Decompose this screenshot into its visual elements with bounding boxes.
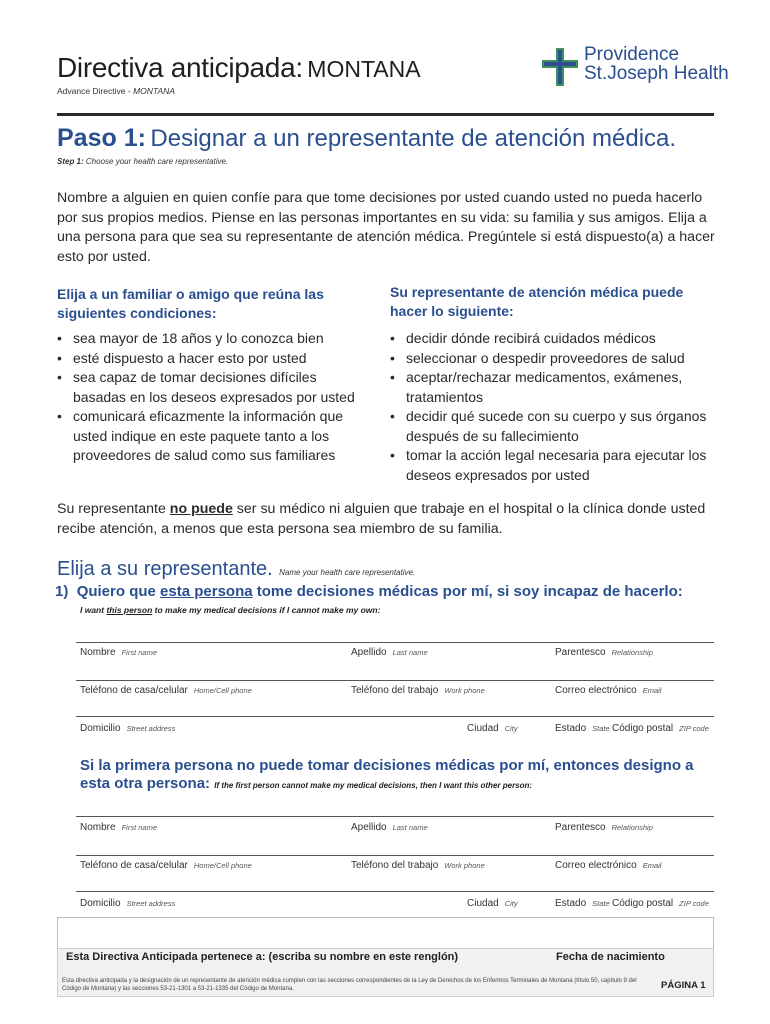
form2-street-field[interactable]: Domicilio Street address bbox=[80, 898, 176, 909]
q1-number: 1) bbox=[55, 583, 69, 600]
bullet: • bbox=[390, 369, 395, 385]
step-subheading bbox=[57, 157, 228, 166]
form1-zip-field[interactable]: Código postal ZIP code bbox=[612, 723, 709, 734]
form1-email-field[interactable]: Correo electrónico Email bbox=[555, 685, 662, 696]
list-item bbox=[390, 329, 715, 349]
step-sub-text: Choose your health care representative. bbox=[85, 157, 229, 166]
document-title bbox=[57, 52, 421, 84]
q1-before: Quiero que bbox=[76, 583, 161, 600]
form2-first-name-field[interactable]: Nombre First name bbox=[80, 822, 158, 833]
list-item bbox=[390, 407, 715, 446]
list-item bbox=[57, 407, 367, 466]
form1-city-field[interactable]: Ciudad City bbox=[467, 723, 518, 734]
list-item bbox=[390, 368, 715, 407]
bullet: • bbox=[57, 330, 62, 346]
list-item-text: aceptar/rechazar medicamentos, exámenes, tratamientos bbox=[406, 369, 683, 405]
bullet: • bbox=[57, 349, 62, 366]
providence-logo bbox=[584, 45, 729, 83]
form1-row-rule bbox=[76, 716, 714, 717]
bullet: • bbox=[57, 408, 62, 424]
q1-heading bbox=[55, 583, 683, 600]
list-item bbox=[390, 349, 715, 369]
logo-line-1: Providence bbox=[584, 44, 680, 65]
form2-state-field[interactable]: Estado State bbox=[555, 898, 610, 909]
document-subtitle bbox=[57, 86, 175, 96]
powers-list bbox=[390, 329, 715, 485]
q2-heading bbox=[80, 757, 720, 795]
list-item bbox=[390, 446, 715, 485]
bullet: • bbox=[390, 330, 395, 346]
subtitle-text: Advance Directive - bbox=[57, 86, 134, 96]
providence-cross-icon bbox=[540, 46, 580, 88]
restriction-emphasis: no puede bbox=[169, 501, 233, 517]
intro-paragraph: Nombre a alguien en quien confíe para que tome decisiones por usted cuando usted no pueda hacerlo por sus propios medios. Piense en las personas importantes en su vida: su familia y sus amigos. Elija a una persona para que sea su representante de atención médica. Pregúntele si está dispuesto(a) a hacer esto por usted. bbox=[57, 190, 715, 265]
form2-zip-field[interactable]: Código postal ZIP code bbox=[612, 898, 709, 909]
owner-label: Esta Directiva Anticipada pertenece a: (escriba su nombre en este renglón) bbox=[66, 951, 459, 963]
list-item-text: decidir dónde recibirá cuidados médicos bbox=[406, 330, 656, 346]
form1-last-name-field[interactable]: Apellido Last name bbox=[351, 647, 428, 658]
step-heading-text: Designar a un representante de atención médica. bbox=[150, 125, 677, 152]
form1-relationship-field[interactable]: Parentesco Relationship bbox=[555, 647, 653, 658]
bullet: • bbox=[390, 408, 395, 424]
form2-home-phone-field[interactable]: Teléfono de casa/celular Home/Cell phone bbox=[80, 860, 252, 871]
q1-sub-before: I want bbox=[80, 605, 107, 615]
form1-state-field[interactable]: Estado State bbox=[555, 723, 610, 734]
q1-after: tome decisiones médicas por mí, si soy incapaz de hacerlo: bbox=[252, 583, 683, 600]
q1-sub-emphasis: this person bbox=[106, 605, 153, 615]
form2-top-rule bbox=[76, 816, 714, 817]
choose-heading-text: Elija a su representante. bbox=[57, 558, 273, 580]
list-item bbox=[57, 349, 367, 369]
restriction-after: ser su médico ni alguien que trabaje en el hospital o la clínica donde usted recibe atención, a menos que esta persona sea miembro de su familia. bbox=[57, 501, 706, 537]
list-item-text: seleccionar o despedir proveedores de salud bbox=[406, 349, 685, 366]
form1-row-rule bbox=[76, 680, 714, 681]
left-column-heading: Elija a un familiar o amigo que reúna las siguientes condiciones: bbox=[57, 286, 324, 321]
logo-line-2: St.Joseph Health bbox=[584, 63, 729, 84]
step-sub-label: Step 1: bbox=[57, 157, 84, 166]
q1-emphasis: esta persona bbox=[160, 583, 253, 600]
form2-row-rule bbox=[76, 855, 714, 856]
restriction-paragraph bbox=[57, 500, 717, 539]
form1-home-phone-field[interactable]: Teléfono de casa/celular Home/Cell phone bbox=[80, 685, 252, 696]
right-column-heading: Su representante de atención médica puede hacer lo siguiente: bbox=[390, 284, 684, 319]
list-item bbox=[57, 329, 367, 349]
form2-last-name-field[interactable]: Apellido Last name bbox=[351, 822, 428, 833]
choose-heading bbox=[57, 558, 415, 581]
form2-relationship-field[interactable]: Parentesco Relationship bbox=[555, 822, 653, 833]
q1-subheading bbox=[80, 605, 380, 615]
list-item-text: decidir qué sucede con su cuerpo y sus órganos después de su fallecimiento bbox=[406, 408, 707, 444]
q1-sub-after: to make my medical decisions if I cannot make my own: bbox=[152, 605, 381, 615]
form2-work-phone-field[interactable]: Teléfono del trabajo Work phone bbox=[351, 860, 485, 871]
birthdate-label: Fecha de nacimiento bbox=[556, 951, 665, 963]
form1-work-phone-field[interactable]: Teléfono del trabajo Work phone bbox=[351, 685, 485, 696]
step-label: Paso 1: bbox=[57, 124, 146, 152]
list-item-text: sea mayor de 18 años y lo conozca bien bbox=[73, 330, 324, 346]
requirements-list bbox=[57, 329, 367, 466]
list-item-text: sea capaz de tomar decisiones difíciles basadas en los deseos expresados por usted bbox=[73, 369, 355, 405]
subtitle-state: MONTANA bbox=[133, 86, 175, 96]
step-heading bbox=[57, 124, 676, 153]
page-number: PÁGINA 1 bbox=[661, 980, 706, 991]
form1-top-rule bbox=[76, 642, 714, 643]
choose-subtext: Name your health care representative. bbox=[279, 568, 416, 577]
bullet: • bbox=[57, 369, 62, 385]
title-state: MONTANA bbox=[307, 56, 421, 82]
bullet: • bbox=[390, 447, 395, 463]
q2-subtext: If the first person cannot make my medical decisions, then I want this other person: bbox=[214, 781, 533, 790]
list-item-text: esté dispuesto a hacer esto por usted bbox=[73, 349, 307, 366]
list-item-text: comunicará eficazmente la información que usted indique en este paquete tanto a los proveedores de salud como sus familiares bbox=[73, 408, 344, 463]
header-divider bbox=[57, 113, 714, 116]
q2-text: Si la primera persona no puede tomar decisiones médicas por mí, entonces designo a esta otra persona: bbox=[80, 757, 694, 792]
form2-row-rule bbox=[76, 891, 714, 892]
list-item-text: tomar la acción legal necesaria para ejecutar los deseos expresados por usted bbox=[406, 447, 707, 483]
title-text: Directiva anticipada: bbox=[57, 52, 303, 83]
list-item bbox=[57, 368, 367, 407]
form2-email-field[interactable]: Correo electrónico Email bbox=[555, 860, 662, 871]
owner-name-input[interactable] bbox=[57, 917, 714, 948]
form1-street-field[interactable]: Domicilio Street address bbox=[80, 723, 176, 734]
bullet: • bbox=[390, 349, 395, 366]
restriction-before: Su representante bbox=[57, 501, 170, 517]
form1-first-name-field[interactable]: Nombre First name bbox=[80, 647, 158, 658]
legal-notice: Esta directiva anticipada y la designación de un representante de atención médica cumplen con las secciones correspondientes de la Ley de Derechos de los Enfermos Terminales de Montana (título 50, capítulo 9 del Código de Montana) y las secciones 53-21-1301 a 53-21-1335 del Código de Montana. bbox=[62, 978, 637, 992]
form2-city-field[interactable]: Ciudad City bbox=[467, 898, 518, 909]
